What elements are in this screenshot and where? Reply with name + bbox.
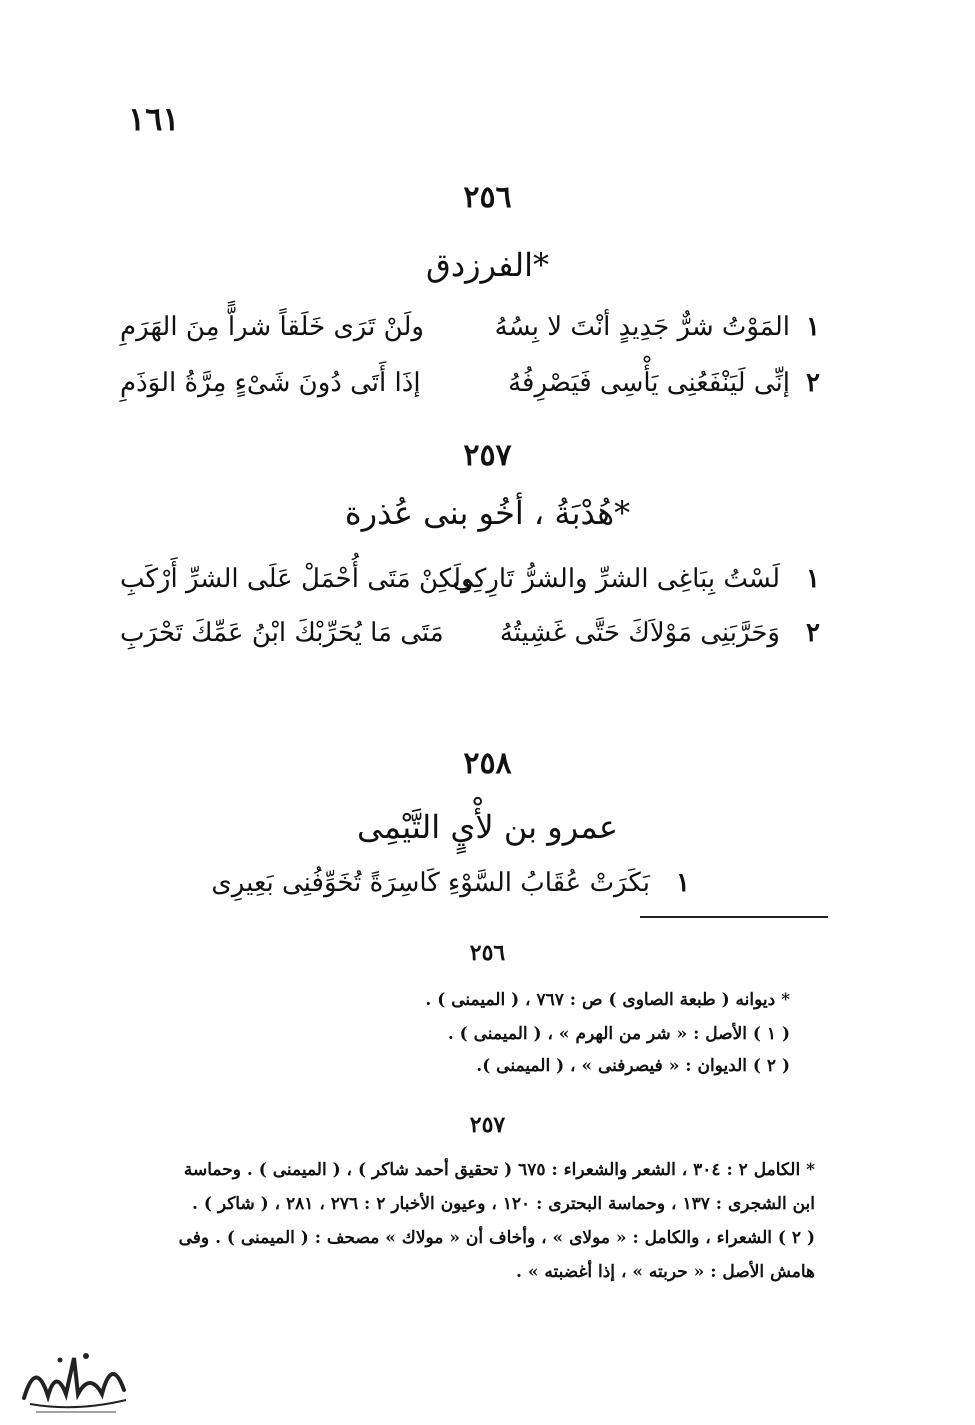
footnote-line: هامش الأصل : « حربته » ، إذا أغضبته » . bbox=[515, 1262, 815, 1282]
verse-number: ٢ bbox=[806, 368, 820, 398]
verse-first-hemistich: بَكَرَتْ عُقَابُ السَّوْءِ كَاسِرَةً تُخَوِّفُنِى بَعِيرِى bbox=[211, 868, 650, 898]
poet-title: الفرزدق* bbox=[425, 246, 549, 284]
footnote-line: * ديوانه ( طبعة الصاوى ) ص : ٧٦٧ ، ( الميمنى ) . bbox=[425, 990, 790, 1010]
verse-number: ٢ bbox=[806, 618, 820, 648]
verse-number: ١ bbox=[676, 868, 690, 898]
poet-title: هُدْبَةُ ، أخُو بنى عُذرة* bbox=[344, 494, 631, 532]
verse-line bbox=[211, 868, 690, 908]
footnote-line: ابن الشجرى : ١٣٧ ، وحماسة البحترى : ١٢٠ ، وعيون الأخبار ٢ : ٢٧٦ ، ٢٨١ ، ( شاكر ) . bbox=[192, 1194, 815, 1214]
section-number: ٢٥٦ bbox=[463, 180, 512, 215]
verse-first-hemistich: إنِّى لَيَنْفَعُنِى يَأْسِى فَيَصْرِفُهُ bbox=[508, 368, 790, 398]
verse-first-hemistich: وَحَرَّبَنِى مَوْلاَكَ حَتَّى غَشِيتُهُ bbox=[499, 618, 780, 648]
footnote-line: * الكامل ٢ : ٣٠٤ ، الشعر والشعراء : ٦٧٥ ( تحقيق أحمد شاكر ) ، ( الميمنى ) . وحماسة bbox=[183, 1160, 815, 1180]
section-number: ٢٥٨ bbox=[463, 746, 512, 781]
calligraphy-seal-logo bbox=[16, 1338, 136, 1418]
section-number: ٢٥٧ bbox=[463, 438, 512, 473]
page-number: ١٦١ bbox=[128, 100, 180, 138]
verse-line bbox=[120, 564, 820, 604]
verse-first-hemistich: لَسْتُ بِبَاغِى الشرِّ والشرُّ تَارِكِى bbox=[452, 564, 780, 594]
verse-number: ١ bbox=[806, 312, 820, 342]
verse-second-hemistich: ولَنْ تَرَى خَلَقاً شراًّ مِنَ الهَرَمِ bbox=[120, 312, 424, 342]
verse-second-hemistich: ولَكِنْ مَتَى أُحْمَلْ عَلَى الشرِّ أَرْكَبِ bbox=[120, 564, 474, 594]
verse-second-hemistich: إذَا أَتَى دُونَ شَىْءٍ مِرَّةُ الوَذَمِ bbox=[120, 368, 421, 398]
verse-line bbox=[120, 618, 820, 658]
footnote-line: ( ١ ) الأصل : « شر من الهرم » ، ( الميمنى ) . bbox=[447, 1024, 790, 1044]
footnote-section-number: ٢٥٧ bbox=[469, 1112, 506, 1138]
footnote-section-number: ٢٥٦ bbox=[469, 940, 506, 966]
verse-second-hemistich: مَتَى مَا يُحَرِّبْكَ ابْنُ عَمِّكَ تَحْرَبِ bbox=[120, 618, 444, 648]
footnote-divider bbox=[640, 916, 828, 918]
verse-first-hemistich: المَوْتُ شرٌّ جَدِيدٍ أنْتَ لا بِسُهُ bbox=[494, 312, 790, 342]
footnote-line: ( ٢ ) الديوان : « فيصرفنى » ، ( الميمنى ). bbox=[476, 1056, 790, 1076]
footnote-line: ( ٢ ) الشعراء ، والكامل : « مولاى » ، وأخاف أن « مولاك » مصحف : ( الميمنى ) . وفى bbox=[178, 1228, 815, 1248]
verse-number: ١ bbox=[806, 564, 820, 594]
poet-title: عمرو بن لأْيٍ التَّيْمِى bbox=[357, 808, 618, 846]
verse-line bbox=[120, 368, 820, 408]
verse-line bbox=[120, 312, 820, 352]
